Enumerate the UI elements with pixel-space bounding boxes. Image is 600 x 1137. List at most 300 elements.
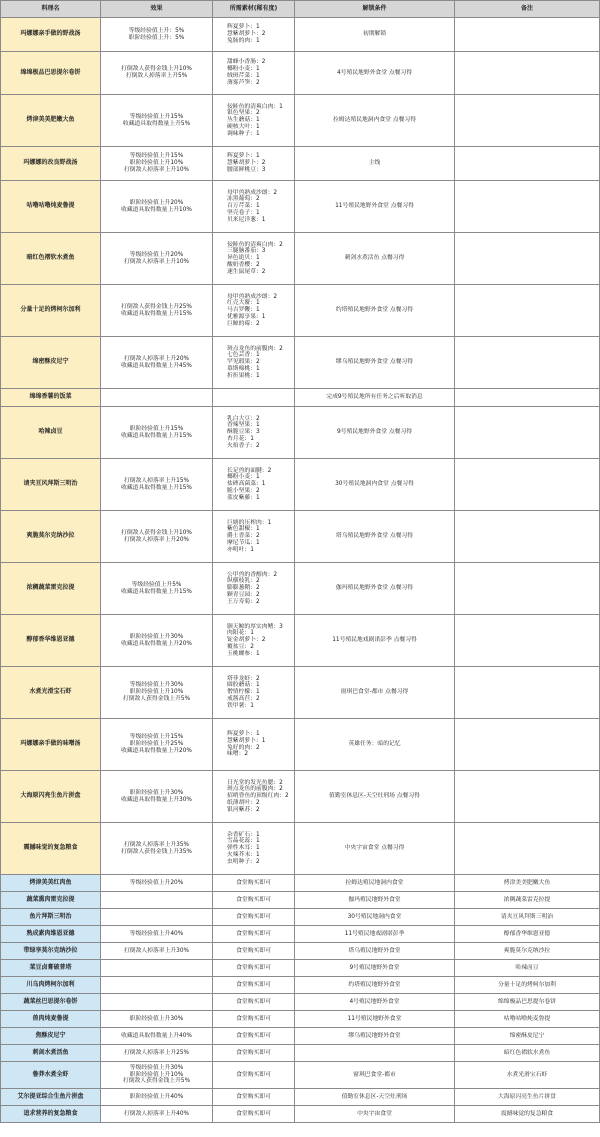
material-line: 食堂购买即可 bbox=[236, 1015, 271, 1022]
material-line: 丛生蘑菇：1 bbox=[227, 117, 260, 124]
header-effect: 效果 bbox=[101, 1, 213, 18]
unlock-condition: 中央宇宙食堂 bbox=[295, 1106, 455, 1123]
material-line: 颢天鲸的厚实肉鳍：3 bbox=[227, 623, 283, 630]
material-line: 亦明叶：1 bbox=[227, 546, 254, 553]
effect-line: 打倒敌人掉落率上升35% bbox=[123, 841, 190, 848]
material-line: 佞鲑鱼的清爽白肉：2 bbox=[227, 241, 283, 248]
recipe-note: 请夹亘风拜斯三明治 bbox=[455, 909, 600, 926]
effect-line: 收藏道具取得数量上升15% bbox=[121, 484, 192, 491]
recipe-effect bbox=[101, 1028, 213, 1045]
material-line: 日光堂的发光鱼腮：2 bbox=[227, 779, 283, 786]
recipe-effect bbox=[101, 459, 213, 511]
unlock-condition: 30号殖民地洞内食堂 点餐习得 bbox=[295, 459, 455, 511]
effect-line: 打倒敌人获得金钱上升25% bbox=[121, 303, 192, 310]
effect-line: 打倒敌人掉落率上升25% bbox=[123, 1049, 190, 1056]
table-row bbox=[1, 960, 600, 977]
effect-line: 收藏道具取得数量上升15% bbox=[121, 432, 192, 439]
recipe-effect bbox=[101, 389, 213, 407]
recipe-note bbox=[455, 511, 600, 563]
table-row bbox=[1, 615, 600, 667]
material-line: 膨膨葱鞘：2 bbox=[227, 585, 260, 592]
recipe-name: 兽肉炖麦鲁提 bbox=[1, 1011, 101, 1028]
material-line: 香辣坚果：1 bbox=[227, 422, 260, 429]
recipe-note bbox=[455, 407, 600, 459]
recipe-effect bbox=[101, 667, 213, 719]
unlock-condition: 拉姆达殖民地洞内食堂 bbox=[295, 875, 455, 892]
material-line: 弹性木耳：1 bbox=[227, 845, 260, 852]
unlock-condition: 约塔殖民地野外食堂 点餐习得 bbox=[295, 285, 455, 337]
recipe-materials bbox=[213, 181, 295, 233]
unlock-condition: 窗琪巴食堂-都市 bbox=[295, 1062, 455, 1089]
material-line: 辉夏萝卜：1 bbox=[227, 153, 260, 160]
recipe-effect bbox=[101, 926, 213, 943]
table-row bbox=[1, 181, 600, 233]
effect-line: 职阶经验值上升15% bbox=[129, 425, 184, 432]
unlock-condition: 缪乌殖民地野外食堂 点餐习得 bbox=[295, 337, 455, 389]
material-line: 食堂购买即可 bbox=[236, 1049, 271, 1056]
material-line: 肉阳花：1 bbox=[227, 630, 254, 637]
table-row bbox=[1, 771, 600, 823]
recipe-name: 分量十足的烤柯尔加利 bbox=[1, 285, 101, 337]
recipe-note bbox=[455, 389, 600, 407]
unlock-condition: 完成9号殖民地所有任务之后听取消息 bbox=[295, 389, 455, 407]
recipe-note bbox=[455, 563, 600, 615]
recipe-note: 暗红色褶软水煮鱼 bbox=[455, 1045, 600, 1062]
recipe-materials bbox=[213, 285, 295, 337]
material-line: 辉夏萝卜：1 bbox=[227, 24, 260, 31]
table-row bbox=[1, 285, 600, 337]
material-line: 火焰香子：2 bbox=[227, 442, 260, 449]
recipe-effect bbox=[101, 977, 213, 994]
recipe-materials bbox=[213, 459, 295, 511]
recipe-materials bbox=[213, 771, 295, 823]
table-row bbox=[1, 389, 600, 407]
unlock-condition: 11号殖民地戏剧诺彭季 bbox=[295, 926, 455, 943]
material-line: 斑点龙鱼的前腹肉：2 bbox=[227, 345, 283, 352]
material-line: 纵横枝乳：2 bbox=[227, 578, 260, 585]
material-line: 巨塘的压榨肉：1 bbox=[227, 519, 272, 526]
effect-line: 等级经验值上升5% bbox=[131, 581, 182, 588]
table-row bbox=[1, 511, 600, 563]
effect-line: 打倒敌人获得金钱上升5% bbox=[122, 1078, 191, 1085]
recipe-effect bbox=[101, 563, 213, 615]
material-line: 斑点龙鱼的前腹肉：2 bbox=[227, 786, 283, 793]
material-line: 摩尼节瓜：1 bbox=[227, 539, 260, 546]
effect-line: 打倒敌人掉落率上升10% bbox=[123, 166, 190, 173]
effect-line: 收藏道具取得数量上升40% bbox=[121, 1032, 192, 1039]
recipe-name: 咕噜咕噜炖麦鲁提 bbox=[1, 181, 101, 233]
table-row bbox=[1, 1089, 600, 1106]
material-line: 七色芸香：1 bbox=[227, 352, 260, 359]
effect-line: 收藏道具取得数量上升20% bbox=[121, 747, 192, 754]
effect-line: 职阶经验值上升30% bbox=[129, 633, 184, 640]
unlock-condition: 9号殖民地野外食堂 bbox=[295, 960, 455, 977]
recipe-effect bbox=[101, 875, 213, 892]
recipe-materials bbox=[213, 95, 295, 147]
table-row bbox=[1, 337, 600, 389]
material-line: 圆胶蘑菇：1 bbox=[227, 682, 260, 689]
material-line: 椰粉小麦：1 bbox=[227, 474, 260, 481]
recipe-materials bbox=[213, 615, 295, 667]
material-line: 僧情柠檬：1 bbox=[227, 689, 260, 696]
recipe-materials bbox=[213, 1045, 295, 1062]
recipe-effect bbox=[101, 994, 213, 1011]
recipe-materials bbox=[213, 233, 295, 285]
material-line: 硬核大叶：1 bbox=[227, 123, 260, 130]
material-line: 兔好的肉：2 bbox=[227, 744, 260, 751]
recipe-effect bbox=[101, 1106, 213, 1123]
recipe-materials bbox=[213, 1062, 295, 1089]
unlock-condition: 伽玛殖民地野外食堂 bbox=[295, 892, 455, 909]
recipe-materials bbox=[213, 719, 295, 771]
recipe-name: 暗红色褶软水煮鱼 bbox=[1, 233, 101, 285]
recipe-name: 水煮光滑宝石虾 bbox=[1, 667, 101, 719]
effect-line: 等级经验值上升15% bbox=[129, 734, 184, 741]
material-line: 辉夏萝卜：1 bbox=[227, 730, 260, 737]
table-row bbox=[1, 719, 600, 771]
recipe-name: 玛娜娜的改良野战汤 bbox=[1, 147, 101, 181]
recipe-effect bbox=[101, 95, 213, 147]
material-line: 食堂购买即可 bbox=[236, 981, 271, 988]
effect-line: 等级经验值上升30% bbox=[129, 682, 184, 689]
header-name: 料理名 bbox=[1, 1, 101, 18]
material-line: 甜蜂小香肠：2 bbox=[227, 59, 266, 66]
recipe-name: 烤津美美红肉鱼 bbox=[1, 875, 101, 892]
material-line: 虫明种子：2 bbox=[227, 858, 260, 865]
material-line: 食堂购买即可 bbox=[236, 1071, 271, 1078]
unlock-condition: 初期解锁 bbox=[295, 18, 455, 52]
recipe-materials bbox=[213, 667, 295, 719]
recipe-note: 哈辣卤豆 bbox=[455, 960, 600, 977]
recipe-note: 烤津美美肥嫩大鱼 bbox=[455, 875, 600, 892]
unlock-condition: 约塔殖民地野外食堂 bbox=[295, 977, 455, 994]
material-line: 银色坚果：2 bbox=[227, 110, 260, 117]
material-line: 兔肠的肉：1 bbox=[227, 37, 260, 44]
table-row bbox=[1, 1062, 600, 1089]
material-line: 颗青豆园：2 bbox=[227, 591, 260, 598]
material-line: 异色诡贝：1 bbox=[227, 255, 260, 262]
recipe-materials bbox=[213, 389, 295, 407]
table-row bbox=[1, 892, 600, 909]
recipe-materials bbox=[213, 511, 295, 563]
material-line: 乳白大豆：2 bbox=[227, 415, 260, 422]
recipe-effect bbox=[101, 147, 213, 181]
recipe-effect bbox=[101, 909, 213, 926]
recipe-note: 咕噜咕噜炖麦鲁提 bbox=[455, 1011, 600, 1028]
material-line: 王万寿菊：2 bbox=[227, 598, 260, 605]
material-line: 食堂购买即可 bbox=[236, 1032, 271, 1039]
unlock-condition: 中央宇宙食堂 点餐习得 bbox=[295, 823, 455, 875]
material-line: 罕见瑕果：2 bbox=[227, 359, 260, 366]
recipe-effect bbox=[101, 1045, 213, 1062]
recipe-effect bbox=[101, 511, 213, 563]
recipe-name: 玛娜娜亲手做的野战汤 bbox=[1, 18, 101, 52]
recipe-note: 水煮光滑宝石虾 bbox=[455, 1062, 600, 1089]
recipe-materials bbox=[213, 1028, 295, 1045]
unlock-condition: 11号殖民地戏剧诺彭季 点餐习得 bbox=[295, 615, 455, 667]
recipe-name: 熟成素肉维恩亚德 bbox=[1, 926, 101, 943]
material-line: 长足兽的面腱：2 bbox=[227, 467, 272, 474]
recipe-materials bbox=[213, 943, 295, 960]
recipe-note bbox=[455, 233, 600, 285]
recipe-name: 醇郁香华维恩亚德 bbox=[1, 615, 101, 667]
recipe-name: 大海原闪亮生鱼片拼盘 bbox=[1, 771, 101, 823]
recipe-materials bbox=[213, 18, 295, 52]
recipe-materials bbox=[213, 563, 295, 615]
recipe-materials bbox=[213, 823, 295, 875]
effect-line: 收藏道具取得数量上升15% bbox=[121, 310, 192, 317]
material-line: 酸奶香樱：2 bbox=[227, 261, 260, 268]
material-line: 绒斑芹菜：1 bbox=[227, 73, 260, 79]
material-line: 冻黑葡萄：2 bbox=[227, 196, 260, 203]
material-line: 慧紫胡萝卜：1 bbox=[227, 737, 266, 744]
recipe-materials bbox=[213, 407, 295, 459]
recipe-name: 蔬菜熏肉雷克拉提 bbox=[1, 892, 101, 909]
material-line: 盐碑高菌菜：1 bbox=[227, 481, 266, 488]
recipe-materials bbox=[213, 875, 295, 892]
effect-line: 职阶经验值上升10% bbox=[129, 1071, 184, 1078]
unlock-condition: 缪乌殖民地野外食堂 bbox=[295, 1028, 455, 1045]
recipe-name: 绵绵极品巴思提尔卷饼 bbox=[1, 52, 101, 95]
material-line: 慧紫胡萝卜：2 bbox=[227, 160, 266, 167]
material-line: 食堂购买即可 bbox=[236, 1093, 271, 1100]
table-row bbox=[1, 459, 600, 511]
recipe-effect bbox=[101, 285, 213, 337]
material-line: 蓝皮紫藤：1 bbox=[227, 494, 260, 501]
effect-line: 打倒敌人掉落率上升15% bbox=[123, 477, 190, 484]
recipe-name: 绵绵香薯的饭菜 bbox=[1, 389, 101, 407]
effect-line: 等级经验值上升：5% bbox=[128, 27, 185, 34]
material-line: 覆盆豆：2 bbox=[227, 643, 254, 650]
unlock-condition: 窗琪巴食堂-都市 点餐习得 bbox=[295, 667, 455, 719]
material-line: 铁甲薯：1 bbox=[227, 702, 254, 709]
effect-line: 收藏道具取得数量上升15% bbox=[121, 588, 192, 595]
unlock-condition: 30号殖民地洞内食堂 bbox=[295, 909, 455, 926]
material-line: 食堂购买即可 bbox=[236, 913, 271, 920]
recipe-name: 蔬菜丝巴思提尔卷饼 bbox=[1, 994, 101, 1011]
recipe-name: 带绿享莫尔克纳沙拉 bbox=[1, 943, 101, 960]
material-line: 速生鼠尾草：2 bbox=[227, 268, 266, 275]
recipe-note bbox=[455, 667, 600, 719]
material-line: 红壳大鳌：1 bbox=[227, 300, 260, 307]
effect-line: 打倒敌人掉落率上升40% bbox=[123, 1110, 190, 1117]
unlock-condition: 4号殖民地野外食堂 bbox=[295, 994, 455, 1011]
recipe-name: 爽脆莫尔克纳沙拉 bbox=[1, 511, 101, 563]
recipe-effect bbox=[101, 1089, 213, 1106]
effect-line: 收藏道具取得数量上升10% bbox=[121, 206, 192, 213]
effect-line: 打倒敌人掉落率上升10% bbox=[123, 258, 190, 265]
material-line: 杏月花：1 bbox=[227, 435, 254, 442]
material-line: 三腿脑番茄：3 bbox=[227, 248, 266, 255]
material-line: 马吉罗鞭：1 bbox=[227, 307, 260, 314]
recipe-note bbox=[455, 95, 600, 147]
recipe-note bbox=[455, 181, 600, 233]
recipe-note: 震撼味觉的复急粮食 bbox=[455, 1106, 600, 1123]
effect-line: 职阶经验值上升10% bbox=[129, 160, 184, 167]
unlock-condition: 塔乌殖民地野外食堂 点餐习得 bbox=[295, 511, 455, 563]
table-row bbox=[1, 823, 600, 875]
recipe-materials bbox=[213, 52, 295, 95]
recipe-name: 震撼味觉的复急粮食 bbox=[1, 823, 101, 875]
table-row bbox=[1, 977, 600, 994]
material-line: 椰粉小麦：1 bbox=[227, 66, 260, 73]
material-line: 食堂购买即可 bbox=[236, 964, 271, 971]
material-line: 爵士香菜：2 bbox=[227, 533, 260, 540]
recipe-name: 请夹亘风拜斯三明治 bbox=[1, 459, 101, 511]
unlock-condition: 刺剑水煮活鱼 点餐习得 bbox=[295, 233, 455, 285]
header-unlock: 解锁条件 bbox=[295, 1, 455, 18]
material-line: 食堂购买即可 bbox=[236, 879, 271, 886]
material-line: 贝米尼洋葱：1 bbox=[227, 216, 266, 223]
material-line: 塔菲龙虾：2 bbox=[227, 675, 260, 682]
unlock-condition: 9号殖民地野外食堂 点餐习得 bbox=[295, 407, 455, 459]
recipe-note bbox=[455, 285, 600, 337]
recipe-note bbox=[455, 18, 600, 52]
material-line: 杂香矿石：1 bbox=[227, 831, 260, 838]
unlock-condition: 塔乌殖民地野外食堂 bbox=[295, 943, 455, 960]
effect-line: 职阶经验值上升30% bbox=[129, 1015, 184, 1022]
table-row bbox=[1, 233, 600, 285]
unlock-condition: 主线 bbox=[295, 147, 455, 181]
recipe-materials bbox=[213, 1106, 295, 1123]
material-line: 锭金胡萝卜：2 bbox=[227, 637, 266, 644]
table-row bbox=[1, 994, 600, 1011]
recipe-materials bbox=[213, 994, 295, 1011]
material-line: 火辣芥末：1 bbox=[227, 851, 260, 858]
recipe-effect bbox=[101, 943, 213, 960]
recipe-effect bbox=[101, 337, 213, 389]
material-line: 招哨昏鱼的顶级红肉：2 bbox=[227, 793, 289, 800]
recipe-note bbox=[455, 52, 600, 95]
recipe-name: 刺剑水煮活鱼 bbox=[1, 1045, 101, 1062]
material-line: 紫色甜椒：1 bbox=[227, 526, 260, 533]
effect-line: 打倒敌人掉落率上升5% bbox=[125, 73, 188, 79]
material-line: 母甲兽熟成沙朗：2 bbox=[227, 293, 278, 300]
effect-line: 打倒敌人获得金钱上升5% bbox=[122, 695, 191, 702]
material-line: 食堂购买即可 bbox=[236, 930, 271, 937]
recipe-name: 川乌肉烤柯尔加利 bbox=[1, 977, 101, 994]
material-line: 味噌：2 bbox=[227, 751, 249, 758]
recipe-materials bbox=[213, 337, 295, 389]
material-line: 佞鲑鱼的清爽白肉：1 bbox=[227, 103, 283, 110]
effect-line: 等级经验值上升15% bbox=[129, 153, 184, 160]
material-line: 食堂购买即可 bbox=[236, 998, 271, 1005]
unlock-condition: 英雄任务：暗的记忆 bbox=[295, 719, 455, 771]
table-row bbox=[1, 95, 600, 147]
effect-line: 等级经验值上升15% bbox=[129, 113, 184, 120]
table-row bbox=[1, 52, 600, 95]
material-line: 母甲兽熟成沙朗：2 bbox=[227, 189, 278, 196]
table-row bbox=[1, 875, 600, 892]
recipe-note bbox=[455, 337, 600, 389]
effect-line: 职阶经验值上升25% bbox=[129, 741, 184, 748]
material-line: 食堂购买即可 bbox=[236, 947, 271, 954]
recipe-note bbox=[455, 459, 600, 511]
unlock-condition: 值勤室休息区-天空灶刑场 bbox=[295, 1089, 455, 1106]
table-row bbox=[1, 667, 600, 719]
recipe-name: 菜豆卤膏破普塔 bbox=[1, 960, 101, 977]
material-line: 巨鲸的霉：2 bbox=[227, 320, 260, 327]
recipe-name: 追求营养的复急粮食 bbox=[1, 1106, 101, 1123]
recipe-note: 大海原闪亮生鱼片拼盘 bbox=[455, 1089, 600, 1106]
recipe-materials bbox=[213, 1089, 295, 1106]
recipe-name: 焦酥皮尼宁 bbox=[1, 1028, 101, 1045]
recipe-name: 鲁莽水煮全虾 bbox=[1, 1062, 101, 1089]
recipe-note bbox=[455, 823, 600, 875]
table-row bbox=[1, 1011, 600, 1028]
recipe-name: 玛娜娜亲手做的味噌汤 bbox=[1, 719, 101, 771]
recipe-effect bbox=[101, 181, 213, 233]
table-row bbox=[1, 926, 600, 943]
material-line: 银河紫苏：2 bbox=[227, 806, 260, 813]
effect-line: 等级经验值上升20% bbox=[129, 251, 184, 258]
recipe-name: 哈辣卤豆 bbox=[1, 407, 101, 459]
effect-line: 打倒敌人掉落率上升30% bbox=[123, 947, 190, 954]
effect-line: 职阶经验值上升30% bbox=[129, 789, 184, 796]
effect-line: 等级经验值上升30% bbox=[129, 1064, 184, 1071]
material-line: 食堂购买即可 bbox=[236, 1110, 271, 1117]
unlock-condition: 11号殖民地野外食堂 点餐习得 bbox=[295, 181, 455, 233]
recipe-note: 绵绵极品巴思提尔卷饼 bbox=[455, 994, 600, 1011]
recipe-effect bbox=[101, 1062, 213, 1089]
recipe-name: 艾尔提亚综合生鱼片拼盘 bbox=[1, 1089, 101, 1106]
material-line: 戒酱高苣：2 bbox=[227, 695, 260, 702]
effect-line: 收藏道具取得数量上升5% bbox=[122, 120, 191, 127]
unlock-condition: 11号殖民地野外食堂 bbox=[295, 1011, 455, 1028]
material-line: 慕斯棉桃：1 bbox=[227, 365, 260, 372]
unlock-condition: 伽玛殖民地野外食堂 点餐习得 bbox=[295, 563, 455, 615]
recipe-materials bbox=[213, 147, 295, 181]
material-line: 薄雾芦笋：2 bbox=[227, 79, 260, 86]
recipe-name: 浓稠蔬菜雷克拉提 bbox=[1, 563, 101, 615]
recipe-note bbox=[455, 147, 600, 181]
unlock-condition: 拉姆达殖民地洞内食堂 点餐习得 bbox=[295, 95, 455, 147]
recipe-effect bbox=[101, 719, 213, 771]
recipe-materials bbox=[213, 1011, 295, 1028]
recipe-effect bbox=[101, 615, 213, 667]
recipe-name: 鱼片拜斯三明治 bbox=[1, 909, 101, 926]
effect-line: 收藏道具取得数量上升30% bbox=[121, 796, 192, 803]
recipe-note: 醇郁香华维恩亚德 bbox=[455, 926, 600, 943]
table-row bbox=[1, 407, 600, 459]
effect-line: 职阶经验值上升40% bbox=[129, 1093, 184, 1100]
table-row bbox=[1, 909, 600, 926]
recipe-materials bbox=[213, 926, 295, 943]
recipe-effect bbox=[101, 52, 213, 95]
effect-line: 等级经验值上升20% bbox=[129, 879, 184, 886]
effect-line: 打倒敌人掉落率上升20% bbox=[123, 355, 190, 362]
recipe-effect bbox=[101, 823, 213, 875]
effect-line: 打倒敌人掉落率上升20% bbox=[123, 536, 190, 543]
material-line: 纸薄胡叶：2 bbox=[227, 799, 260, 806]
recipe-name: 烤津美美肥嫩大鱼 bbox=[1, 95, 101, 147]
table-row bbox=[1, 18, 600, 52]
recipe-effect bbox=[101, 407, 213, 459]
recipe-effect bbox=[101, 18, 213, 52]
material-line: 食堂购买即可 bbox=[236, 896, 271, 903]
recipe-materials bbox=[213, 960, 295, 977]
recipe-note: 绵密酥皮尼宁 bbox=[455, 1028, 600, 1045]
material-line: 调味种子：1 bbox=[227, 130, 260, 137]
table-row bbox=[1, 943, 600, 960]
effect-line: 等级经验值上升40% bbox=[129, 930, 184, 937]
material-line: 脆小坚果：2 bbox=[227, 487, 260, 494]
material-line: 优雅源享果：1 bbox=[227, 313, 266, 320]
material-line: 慧紫胡萝卜：2 bbox=[227, 31, 266, 38]
recipe-effect bbox=[101, 892, 213, 909]
header-materials: 所需素材(稀有度) bbox=[213, 1, 295, 18]
material-line: 腰部鲜桃豆：3 bbox=[227, 166, 266, 173]
